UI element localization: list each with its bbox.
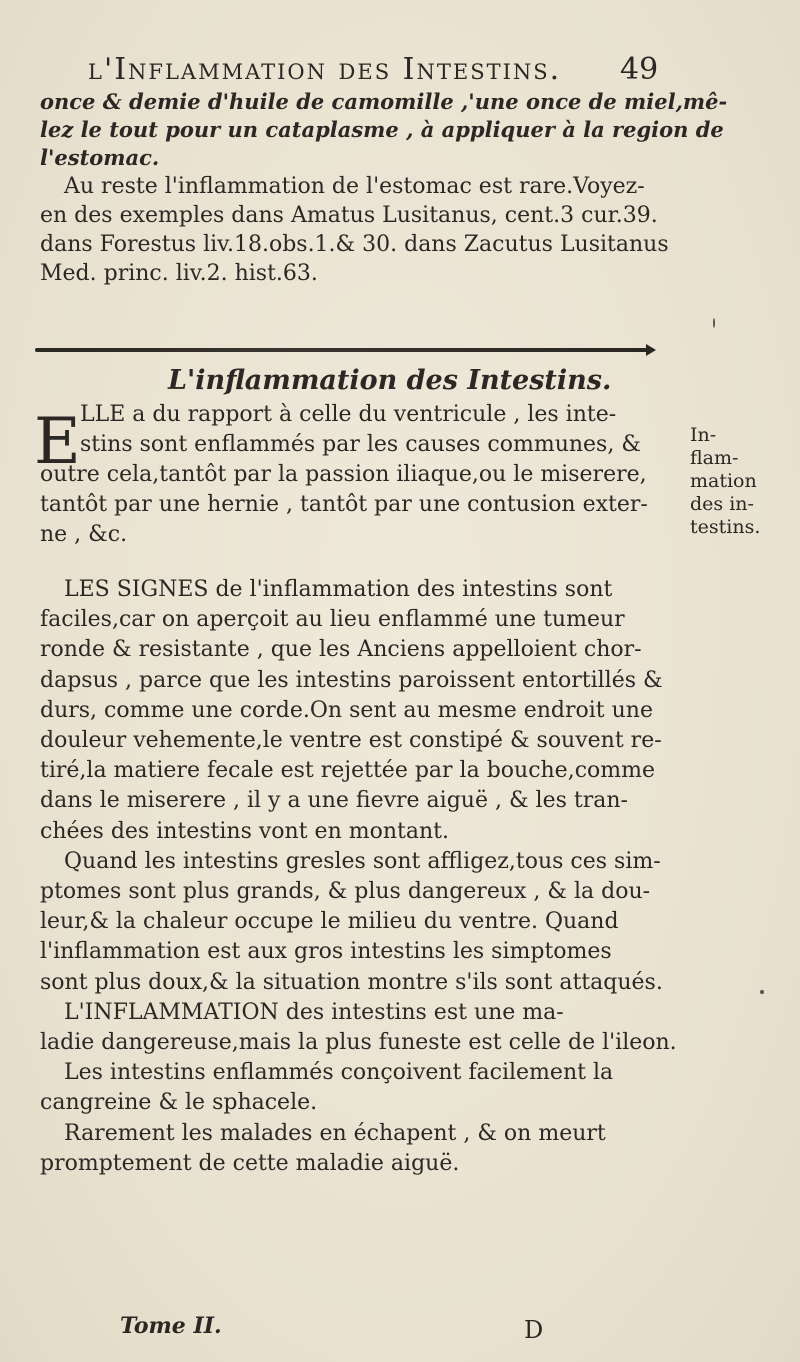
section-divider — [35, 348, 650, 352]
margin-note — [690, 424, 780, 539]
signature-mark: D — [524, 1316, 544, 1344]
text-line: tiré,la matiere fecale est rejettée par la bouche,comme — [40, 758, 656, 784]
text-line: leur,& la chaleur occupe le milieu du ventre. Quand — [40, 909, 619, 935]
divider-ornament — [646, 344, 656, 356]
text-line: dapsus , parce que les intestins paroissent entortillés & — [40, 667, 663, 693]
text-line: ne , &c. — [40, 522, 128, 547]
text-line: Med. princ. liv.2. hist.63. — [40, 261, 318, 286]
text-line: Rarement les malades en échapent , & on meurt — [64, 1120, 606, 1146]
paper-speck — [760, 990, 764, 994]
header-title: l'Inflammation des Intestins. — [88, 52, 562, 87]
stomach-paragraph — [40, 172, 700, 288]
text-line: cangreine & le sphacele. — [40, 1090, 318, 1116]
text-line: Les intestins enflammés conçoivent facilement la — [64, 1060, 614, 1086]
text-line: douleur vehemente,le ventre est constipé & souvent re- — [40, 728, 662, 754]
text-line: tantôt par une hernie , tantôt par une contusion exter- — [40, 492, 648, 517]
drop-cap: E — [34, 405, 81, 479]
text-line: en des exemples dans Amatus Lusitanus, cent.3 cur.39. — [40, 203, 658, 228]
text-line: LES SIGNES de l'inflammation des intestins sont — [64, 577, 613, 602]
text-line: outre cela,tantôt par la passion iliaque,ou le miserere, — [40, 462, 647, 487]
intro-paragraph — [40, 400, 670, 550]
text-line: ronde & resistante , que les Anciens appelloient chor- — [40, 637, 642, 663]
paper-speck — [713, 318, 715, 328]
text-line: lez le tout pour un cataplasme , à appliquer à la region de — [40, 117, 724, 142]
text-line: dans le miserere , il y a une fievre aiguë , & les tran- — [40, 788, 628, 814]
margin-note-line: flam- — [690, 447, 739, 469]
text-line: ptomes sont plus grands, & plus dangereux , & la dou- — [40, 879, 651, 905]
signs-text — [40, 575, 680, 1179]
volume-label: Tome II. — [120, 1313, 222, 1339]
text-line: sont plus doux,& la situation montre s'ils sont attaqués. — [40, 969, 663, 995]
text-line: Quand les intestins gresles sont affligez,tous ces sim- — [64, 848, 661, 874]
text-line: promptement de cette maladie aiguë. — [40, 1150, 460, 1176]
recipe-continuation — [40, 88, 728, 172]
text-line: faciles,car on aperçoit au lieu enflammé une tumeur — [40, 607, 625, 633]
text-line: dans Forestus liv.18.obs.1.& 30. dans Zacutus Lusitanus — [40, 232, 669, 257]
margin-note-line: In- — [690, 424, 717, 446]
section-title: L'inflammation des Intestins. — [168, 365, 612, 396]
text-line: durs, comme une corde.On sent au mesme endroit une — [40, 697, 653, 723]
text-line: once & demie d'huile de camomille ,'une once de miel,mê- — [40, 89, 728, 114]
margin-note-line: des in- — [690, 493, 754, 515]
running-header — [88, 52, 688, 87]
margin-note-line: testins. — [690, 516, 761, 538]
margin-note-line: mation — [690, 470, 757, 492]
page-number: 49 — [620, 52, 659, 87]
text-line: ladie dangereuse,mais la plus funeste est celle de l'ileon. — [40, 1030, 677, 1056]
text-line: L'INFLAMMATION des intestins est une ma- — [64, 999, 564, 1025]
text-line: stins sont enflammés par les causes communes, & — [80, 432, 641, 457]
text-line: LLE a du rapport à celle du ventricule , les inte- — [80, 402, 617, 427]
text-line: chées des intestins vont en montant. — [40, 818, 449, 844]
text-line: l'estomac. — [40, 145, 160, 170]
text-line: l'inflammation est aux gros intestins les simptomes — [40, 939, 612, 965]
text-line: Au reste l'inflammation de l'estomac est rare.Voyez- — [64, 174, 645, 199]
